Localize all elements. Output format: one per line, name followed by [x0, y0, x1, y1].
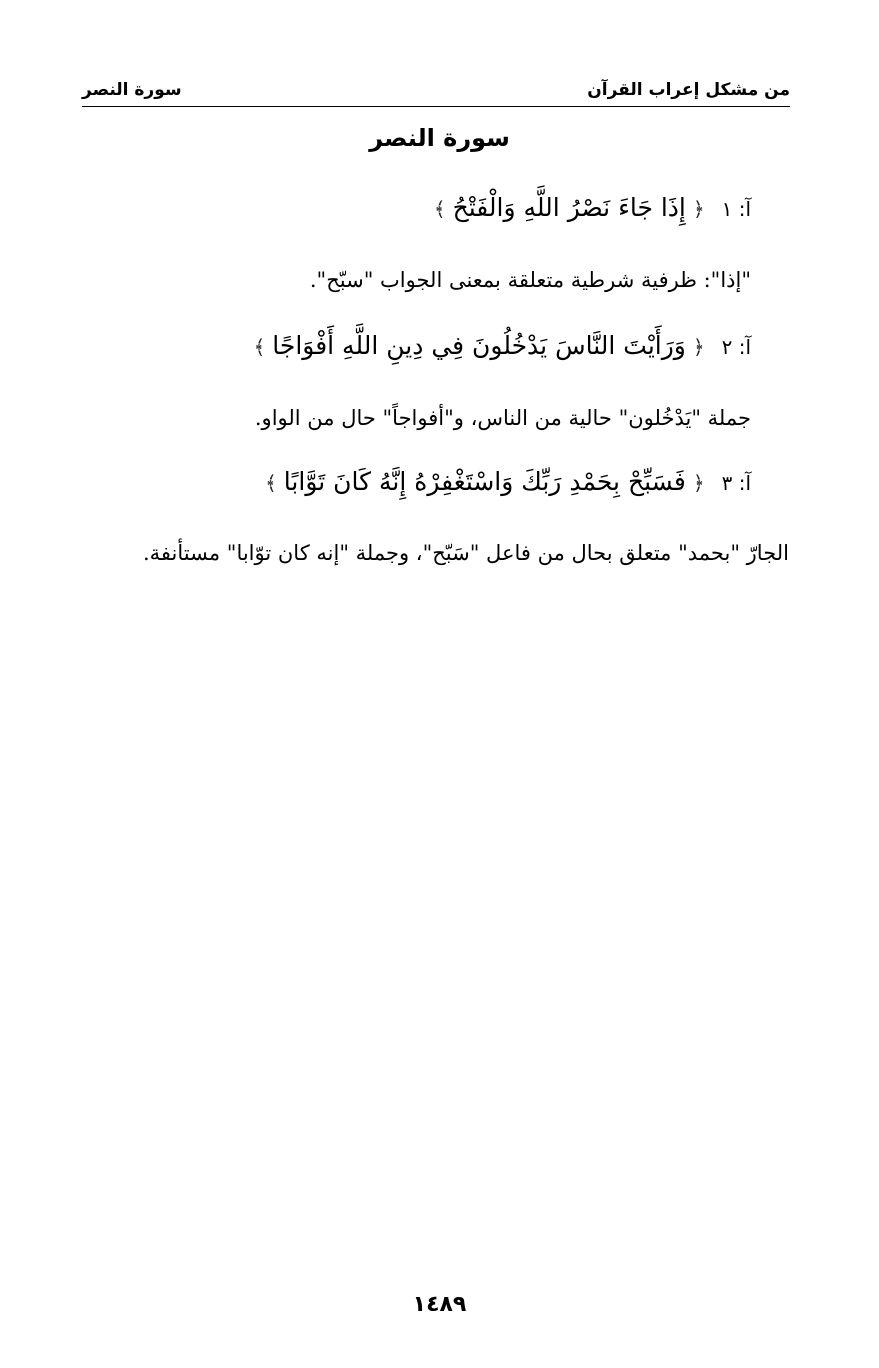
running-header: [82, 78, 790, 107]
surah-title: سورة النصر: [369, 124, 510, 152]
page-number: ١٤٨٩: [412, 1292, 467, 1317]
verse-line-3: [82, 464, 751, 502]
ornament-close-1: ﴾: [433, 197, 446, 221]
ornament-close-3: ﴾: [265, 471, 277, 495]
verse-ref-2: آ: ٢: [721, 335, 751, 359]
verse-text-2: وَرَأَيْتَ النَّاسَ يَدْخُلُونَ فِي دِينِ اللَّهِ أَفْوَاجًا: [272, 331, 686, 360]
ornament-open-2: ﴿: [692, 335, 705, 359]
book-title: من مشكل إعراب القرآن: [587, 80, 790, 100]
verse-text-3: فَسَبِّحْ بِحَمْدِ رَبِّكَ وَاسْتَغْفِرْهُ إِنَّهُ كَانَ تَوَّابًا: [283, 467, 686, 496]
ornament-open-1: ﴿: [692, 197, 705, 221]
commentary-1: "إذا": ظرفية شرطية متعلقة بمعنى الجواب "سبّح".: [309, 268, 751, 292]
verse-ref-1: آ: ١: [721, 197, 751, 221]
ornament-close-2: ﴾: [253, 335, 266, 359]
running-surah-name: سورة النصر: [82, 80, 182, 100]
verse-ref-3: آ: ٣: [721, 471, 751, 495]
ornament-open-3: ﴿: [692, 471, 705, 495]
commentary-2: جملة "يَدْخُلون" حالية من الناس، و"أفواجاً" حال من الواو.: [254, 406, 751, 430]
verse-line-1: [82, 190, 751, 228]
verse-text-1: إِذَا جَاءَ نَصْرُ اللَّهِ وَالْفَتْحُ: [452, 193, 686, 222]
commentary-3: الجارّ "بحمد" متعلق بحال من فاعل "سَبّح"، وجملة "إنه كان توّابا" مستأنفة.: [142, 541, 789, 565]
verse-line-2: [82, 328, 751, 366]
